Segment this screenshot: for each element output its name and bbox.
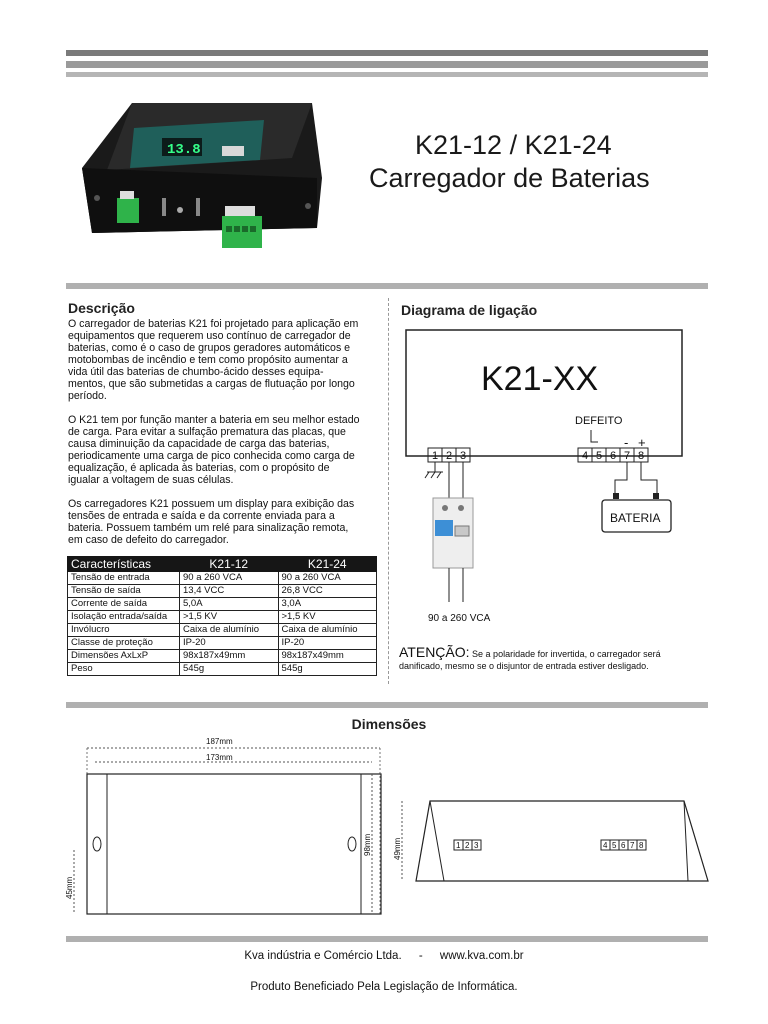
top-bar-3: [66, 72, 708, 77]
table-row: Dimensões AxLxP 98x187x49mm 98x187x49mm: [68, 650, 377, 663]
side-terminal-2: 2: [465, 841, 470, 850]
attention-note: [399, 646, 709, 672]
footer-website[interactable]: www.kva.com.br: [439, 950, 524, 962]
wiring-diagram: [395, 320, 695, 630]
spec-header-cell: K21-12: [180, 557, 279, 572]
battery-label: BATERIA: [610, 511, 661, 525]
description-paragraph-3: Os carregadores K21 possuem um display para exibição das tensões de entrada e saída e da corrente enviada para a bateria. Possuem também um relé para sinalização remota, em caso de defeito do carregador.: [68, 498, 355, 546]
defect-label: DEFEITO: [575, 415, 623, 427]
description-paragraph-2: O K21 tem por função manter a bateria em seu melhor estado de carga. Para evitar a sulfação prematura das placas, que causa diminuição da capacidade de carga das baterias, periodicamente uma carga de pico conhecida como carga de equalização, é aplicada às baterias, com o propósito de igualar a voltagem de suas células.: [68, 414, 360, 486]
attention-text-line1: Se a polaridade for invertida, o carregador será: [472, 649, 661, 659]
device-display-text: 13.8: [167, 142, 201, 158]
attention-title: ATENÇÃO:: [399, 644, 470, 660]
attention-text-line2: danificado, mesmo se o disjuntor de entrada estiver desligado.: [399, 661, 649, 671]
height-label: 98mm: [363, 833, 372, 856]
footer-separator: -: [418, 950, 423, 962]
dimensions-drawing: [60, 734, 720, 924]
table-row: Tensão de saída 13,4 VCC 26,8 VCC: [68, 585, 377, 598]
plus-label: +: [638, 435, 646, 450]
table-row: Corrente de saída 5,0A 3,0A: [68, 598, 377, 611]
dimensions-title: Dimensões: [351, 716, 427, 732]
description-title: Descrição: [68, 300, 135, 316]
footer-company-line: [0, 950, 768, 962]
side-terminal-5: 5: [612, 841, 617, 850]
page-title-line2: Carregador de Baterias: [369, 163, 650, 193]
table-row: Invólucro Caixa de alumínio Caixa de alumínio: [68, 624, 377, 637]
section-bar-1: [66, 283, 708, 289]
spec-table: [67, 556, 377, 676]
terminal-1: 1: [432, 450, 439, 462]
table-row: Peso 545g 545g: [68, 663, 377, 676]
table-row: Tensão de entrada 90 a 260 VCA 90 a 260 VCA: [68, 572, 377, 585]
table-row: Isolação entrada/saída >1,5 KV >1,5 KV: [68, 611, 377, 624]
side-terminal-8: 8: [639, 841, 644, 850]
wiring-title: Diagrama de ligação: [401, 302, 538, 318]
side-terminal-7: 7: [630, 841, 635, 850]
wiring-device-label: K21-XX: [481, 360, 599, 398]
input-voltage-label: 90 a 260 VCA: [428, 613, 491, 624]
terminal-6: 6: [610, 450, 617, 462]
hole-height-label: 45mm: [65, 876, 74, 899]
terminal-5: 5: [596, 450, 603, 462]
terminal-3: 3: [460, 450, 467, 462]
top-bar-1: [66, 50, 708, 56]
width-outer-label: 187mm: [206, 737, 233, 746]
column-divider: [388, 298, 389, 684]
table-row: Classe de proteção IP-20 IP-20: [68, 637, 377, 650]
minus-label: -: [624, 435, 629, 450]
side-terminal-6: 6: [621, 841, 626, 850]
section-bar-2: [66, 702, 708, 708]
product-image: [72, 98, 330, 263]
depth-label: 49mm: [393, 837, 402, 860]
spec-table-header: [68, 557, 377, 572]
footer-company: Kva indústria e Comércio Ltda.: [244, 950, 402, 962]
description-paragraph-1: O carregador de baterias K21 foi projetado para aplicação em equipamentos que requerem uso contínuo de carregador de baterias, como é o caso de grupos geradores automáticos e motobombas de incêndio e tem como propósito aumentar a vida útil das baterias de chumbo-ácido desses equipa- mentos, que são submetidas a cargas de flutuação por longo período.: [68, 318, 359, 402]
side-terminal-3: 3: [474, 841, 479, 850]
terminal-4: 4: [582, 450, 589, 462]
top-bar-2: [66, 61, 708, 68]
width-inner-label: 173mm: [206, 753, 233, 762]
terminal-7: 7: [624, 450, 631, 462]
footer-note: Produto Beneficiado Pela Legislação de Informática.: [250, 981, 518, 993]
terminal-8: 8: [638, 450, 645, 462]
spec-header-cell: Características: [68, 557, 180, 572]
terminal-2: 2: [446, 450, 453, 462]
description-body: [68, 318, 388, 546]
side-terminal-4: 4: [603, 841, 608, 850]
footer-bar: [66, 936, 708, 942]
spec-header-cell: K21-24: [278, 557, 377, 572]
side-terminal-1: 1: [456, 841, 461, 850]
page-title-line1: K21-12 / K21-24: [415, 130, 612, 160]
